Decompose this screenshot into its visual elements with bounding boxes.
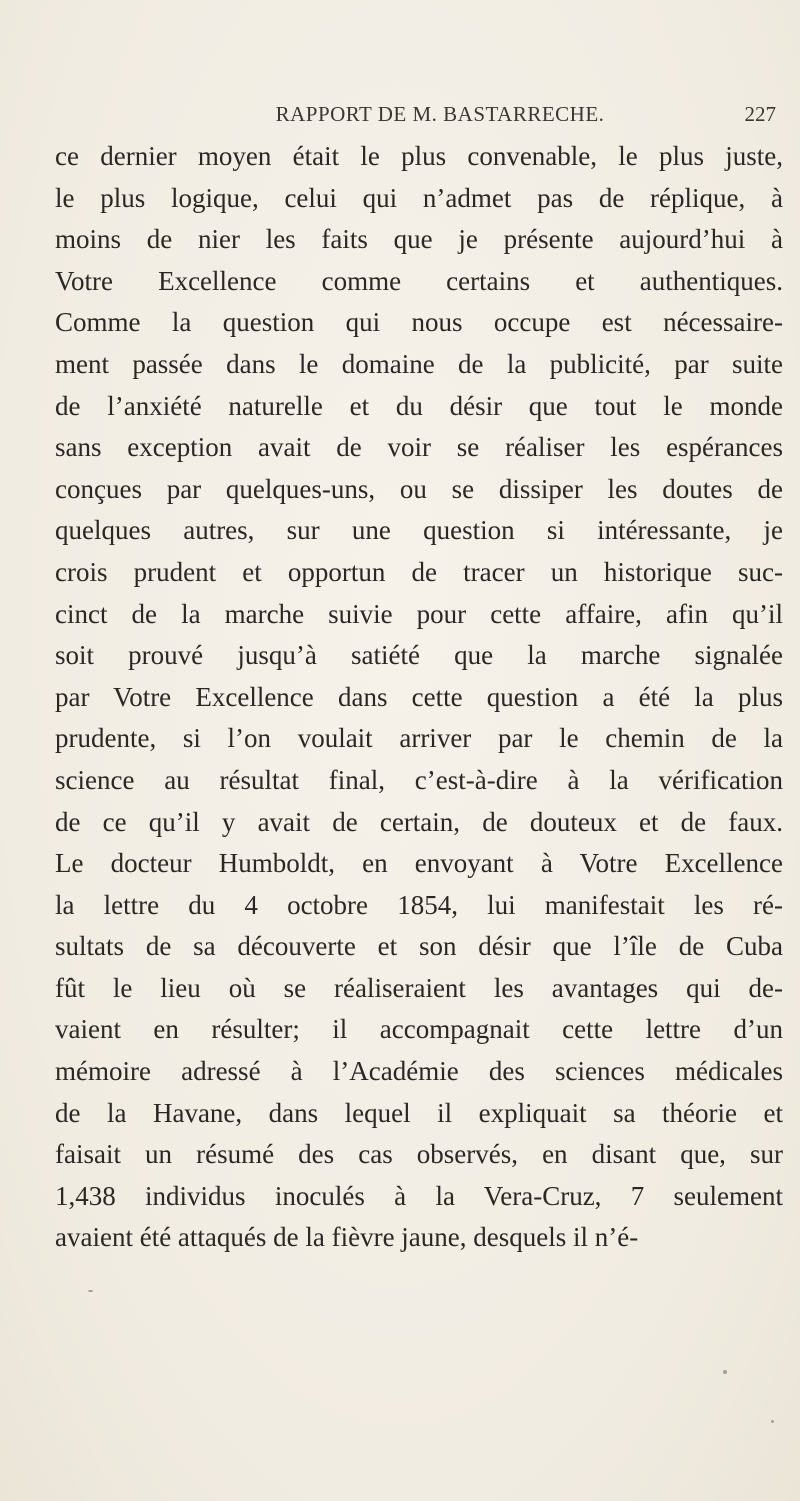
text-line: ce dernier moyen était le plus convenable, le plus juste, [55,141,783,171]
running-title: RAPPORT DE M. BASTARRECHE. [275,102,605,126]
page-number: 227 [744,102,776,126]
text-line: 1,438 individus inoculés à la Vera-Cruz, 7 seulement [55,1180,783,1211]
text-line: Votre Excellence comme certains et authentiques. [55,265,783,296]
text-line: vaient en résulter; il accompagnait cette lettre d’un [55,1014,783,1045]
text-line: sans exception avait de voir se réaliser les espérances [55,432,783,463]
text-line: sultats de sa découverte et son désir que l’île de Cuba [55,931,783,962]
text-line: cinct de la marche suivie pour cette affaire, afin qu’il [55,598,783,629]
text-line: Comme la question qui nous occupe est nécessaire- [55,307,783,338]
text-line: soit prouvé jusqu’à satiété que la marche signalée [55,640,783,671]
text-line: le plus logique, celui qui n’admet pas de réplique, à [55,182,783,213]
text-line: de l’anxiété naturelle et du désir que tout le monde [55,390,783,421]
text-line: prudente, si l’on voulait arriver par le chemin de la [55,723,783,754]
text-line: faisait un résumé des cas observés, en disant que, sur [55,1139,783,1170]
text-line: quelques autres, sur une question si intéressante, je [55,515,783,546]
paper-speck [88,1290,93,1292]
text-line: par Votre Excellence dans cette question a été la plus [55,681,783,712]
text-line: Le docteur Humboldt, en envoyant à Votre Excellence [55,848,783,879]
paper-speck [771,1420,774,1423]
text-line: moins de nier les faits que je présente aujourd’hui à [55,224,783,255]
text-line: avaient été attaqués de la fièvre jaune, desquels il n’é- [55,1222,639,1253]
text-line: de ce qu’il y avait de certain, de douteux et de faux. [55,806,783,837]
text-line: de la Havane, dans lequel il expliquait sa théorie et [55,1097,783,1128]
text-line: ment passée dans le domaine de la publicité, par suite [55,348,783,379]
text-line: conçues par quelques-uns, ou se dissiper les doutes de [55,473,783,504]
text-line: science au résultat final, c’est-à-dire à la vérification [55,764,783,795]
body-text [55,136,783,1259]
running-head [120,102,790,132]
text-line: la lettre du 4 octobre 1854, lui manifestait les ré- [55,889,783,920]
paper-speck [723,1370,727,1374]
text-line: crois prudent et opportun de tracer un historique suc- [55,556,783,587]
text-line: fût le lieu où se réaliseraient les avantages qui de- [55,972,783,1003]
text-line: mémoire adressé à l’Académie des sciences médicales [55,1056,783,1087]
